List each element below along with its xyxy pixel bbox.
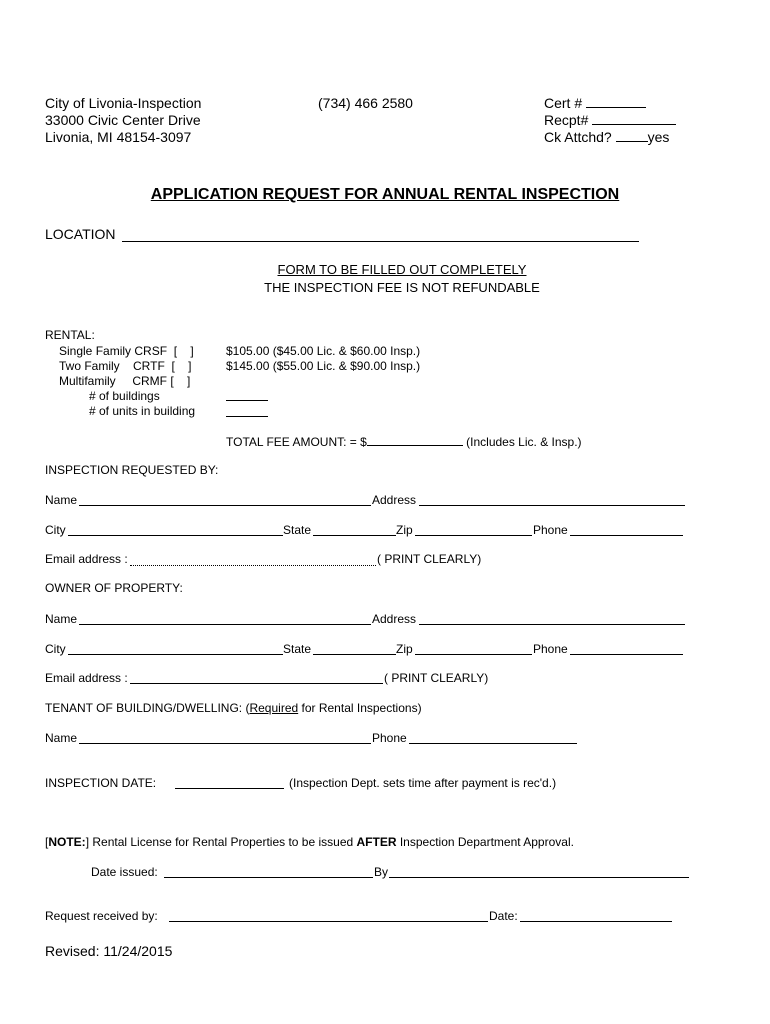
check-attached-blank[interactable] bbox=[616, 129, 648, 142]
total-fee-label: TOTAL FEE AMOUNT: = $ bbox=[226, 435, 367, 449]
org-phone: (734) 466 2580 bbox=[318, 95, 413, 111]
note-text-1: Rental License for Rental Properties to be issued bbox=[89, 835, 357, 849]
num-units-field[interactable] bbox=[226, 404, 268, 417]
total-fee-field[interactable] bbox=[367, 433, 463, 446]
check-attached-field[interactable] bbox=[544, 129, 676, 146]
org-city: Livonia, MI 48154-3097 bbox=[45, 129, 192, 145]
inspection-date-field[interactable] bbox=[175, 776, 284, 789]
note-after: AFTER bbox=[356, 835, 397, 849]
fee-single-family: $105.00 ($45.00 Lic. & $60.00 Insp.) bbox=[226, 344, 421, 358]
issued-by-field[interactable] bbox=[389, 865, 689, 878]
requester-phone-field[interactable] bbox=[570, 523, 683, 536]
tenant-name-field[interactable] bbox=[79, 731, 371, 744]
office-use-block bbox=[544, 95, 676, 146]
total-fee-row bbox=[226, 433, 582, 449]
requester-name-field[interactable] bbox=[79, 493, 371, 506]
rental-single-family[interactable]: Single Family CRSF [ ] bbox=[59, 344, 194, 358]
requester-email-field[interactable] bbox=[130, 553, 376, 566]
location-field[interactable] bbox=[122, 226, 639, 242]
inspection-date-note: (Inspection Dept. sets time after payment is rec'd.) bbox=[289, 776, 557, 790]
owner-name-field[interactable] bbox=[79, 612, 371, 625]
notice-fee-nonrefundable: THE INSPECTION FEE IS NOT REFUNDABLE bbox=[264, 280, 540, 295]
cert-blank[interactable] bbox=[586, 95, 646, 108]
tenant-heading-post: for Rental Inspections) bbox=[298, 701, 422, 715]
requester-zip-label: Zip bbox=[396, 523, 413, 537]
num-buildings-label: # of buildings bbox=[89, 389, 160, 403]
tenant-heading-pre: TENANT OF BUILDING/DWELLING: ( bbox=[45, 701, 250, 715]
request-received-label: Request received by: bbox=[45, 909, 158, 923]
requested-by-heading: INSPECTION REQUESTED BY: bbox=[45, 463, 219, 477]
owner-print-clearly: ( PRINT CLEARLY) bbox=[384, 671, 489, 685]
owner-phone-label: Phone bbox=[533, 642, 568, 656]
recpt-label: Recpt# bbox=[544, 112, 589, 128]
date-issued-field[interactable] bbox=[164, 865, 373, 878]
requester-print-clearly: ( PRINT CLEARLY) bbox=[377, 552, 482, 566]
requester-email-label: Email address : bbox=[45, 552, 128, 566]
org-name: City of Livonia-Inspection bbox=[45, 95, 202, 111]
requester-address-field[interactable] bbox=[419, 493, 685, 506]
requester-state-label: State bbox=[283, 523, 312, 537]
issued-by-label: By bbox=[374, 865, 389, 879]
requester-zip-field[interactable] bbox=[415, 523, 532, 536]
tenant-name-label: Name bbox=[45, 731, 78, 745]
owner-name-label: Name bbox=[45, 612, 78, 626]
fee-two-family: $145.00 ($55.00 Lic. & $90.00 Insp.) bbox=[226, 359, 421, 373]
cert-field[interactable] bbox=[544, 95, 676, 112]
num-buildings-field[interactable] bbox=[226, 388, 268, 401]
tenant-required-text: Required bbox=[249, 701, 299, 715]
inspection-date-label: INSPECTION DATE: bbox=[45, 776, 157, 790]
note-label: NOTE: bbox=[48, 835, 86, 849]
note-bracket-open: [ bbox=[45, 835, 49, 849]
owner-phone-field[interactable] bbox=[570, 642, 683, 655]
notice-fill-completely: FORM TO BE FILLED OUT COMPLETELY bbox=[277, 262, 527, 277]
cert-label: Cert # bbox=[544, 95, 583, 111]
num-units-label: # of units in building bbox=[89, 404, 196, 418]
recpt-field[interactable] bbox=[544, 112, 676, 129]
tenant-phone-label: Phone bbox=[372, 731, 407, 745]
owner-heading: OWNER OF PROPERTY: bbox=[45, 581, 183, 595]
recpt-blank[interactable] bbox=[592, 112, 676, 125]
revised-date: Revised: 11/24/2015 bbox=[45, 943, 173, 959]
note-bracket-close: ] bbox=[85, 835, 90, 849]
tenant-phone-field[interactable] bbox=[409, 731, 577, 744]
check-attached-label: Ck Attchd? bbox=[544, 129, 612, 145]
requester-city-label: City bbox=[45, 523, 66, 537]
received-date-field[interactable] bbox=[520, 909, 672, 922]
owner-city-label: City bbox=[45, 642, 66, 656]
note-text-2: Inspection Department Approval. bbox=[396, 835, 574, 849]
requester-city-field[interactable] bbox=[68, 523, 283, 536]
owner-email-field[interactable] bbox=[130, 671, 383, 684]
org-street: 33000 Civic Center Drive bbox=[45, 112, 201, 128]
owner-email-label: Email address : bbox=[45, 671, 128, 685]
org-address-block bbox=[45, 95, 201, 146]
owner-zip-label: Zip bbox=[396, 642, 413, 656]
total-fee-note: (Includes Lic. & Insp.) bbox=[466, 435, 582, 449]
received-date-label: Date: bbox=[489, 909, 518, 923]
tenant-heading bbox=[45, 701, 422, 715]
owner-address-label: Address bbox=[372, 612, 417, 626]
owner-state-label: State bbox=[283, 642, 312, 656]
owner-city-field[interactable] bbox=[68, 642, 283, 655]
requester-address-label: Address bbox=[372, 493, 417, 507]
requester-phone-label: Phone bbox=[533, 523, 568, 537]
rental-label: RENTAL: bbox=[45, 328, 95, 342]
check-attached-yes: yes bbox=[647, 129, 670, 145]
requester-name-label: Name bbox=[45, 493, 78, 507]
owner-address-field[interactable] bbox=[419, 612, 685, 625]
location-label: LOCATION bbox=[45, 226, 116, 242]
request-received-field[interactable] bbox=[169, 909, 488, 922]
form-title: APPLICATION REQUEST FOR ANNUAL RENTAL INSPECTION bbox=[150, 186, 620, 203]
rental-multifamily[interactable]: Multifamily CRMF [ ] bbox=[59, 374, 191, 388]
date-issued-label: Date issued: bbox=[91, 865, 158, 879]
approval-note bbox=[45, 835, 574, 849]
requester-state-field[interactable] bbox=[313, 523, 396, 536]
rental-two-family[interactable]: Two Family CRTF [ ] bbox=[59, 359, 192, 373]
owner-zip-field[interactable] bbox=[415, 642, 532, 655]
owner-state-field[interactable] bbox=[313, 642, 396, 655]
